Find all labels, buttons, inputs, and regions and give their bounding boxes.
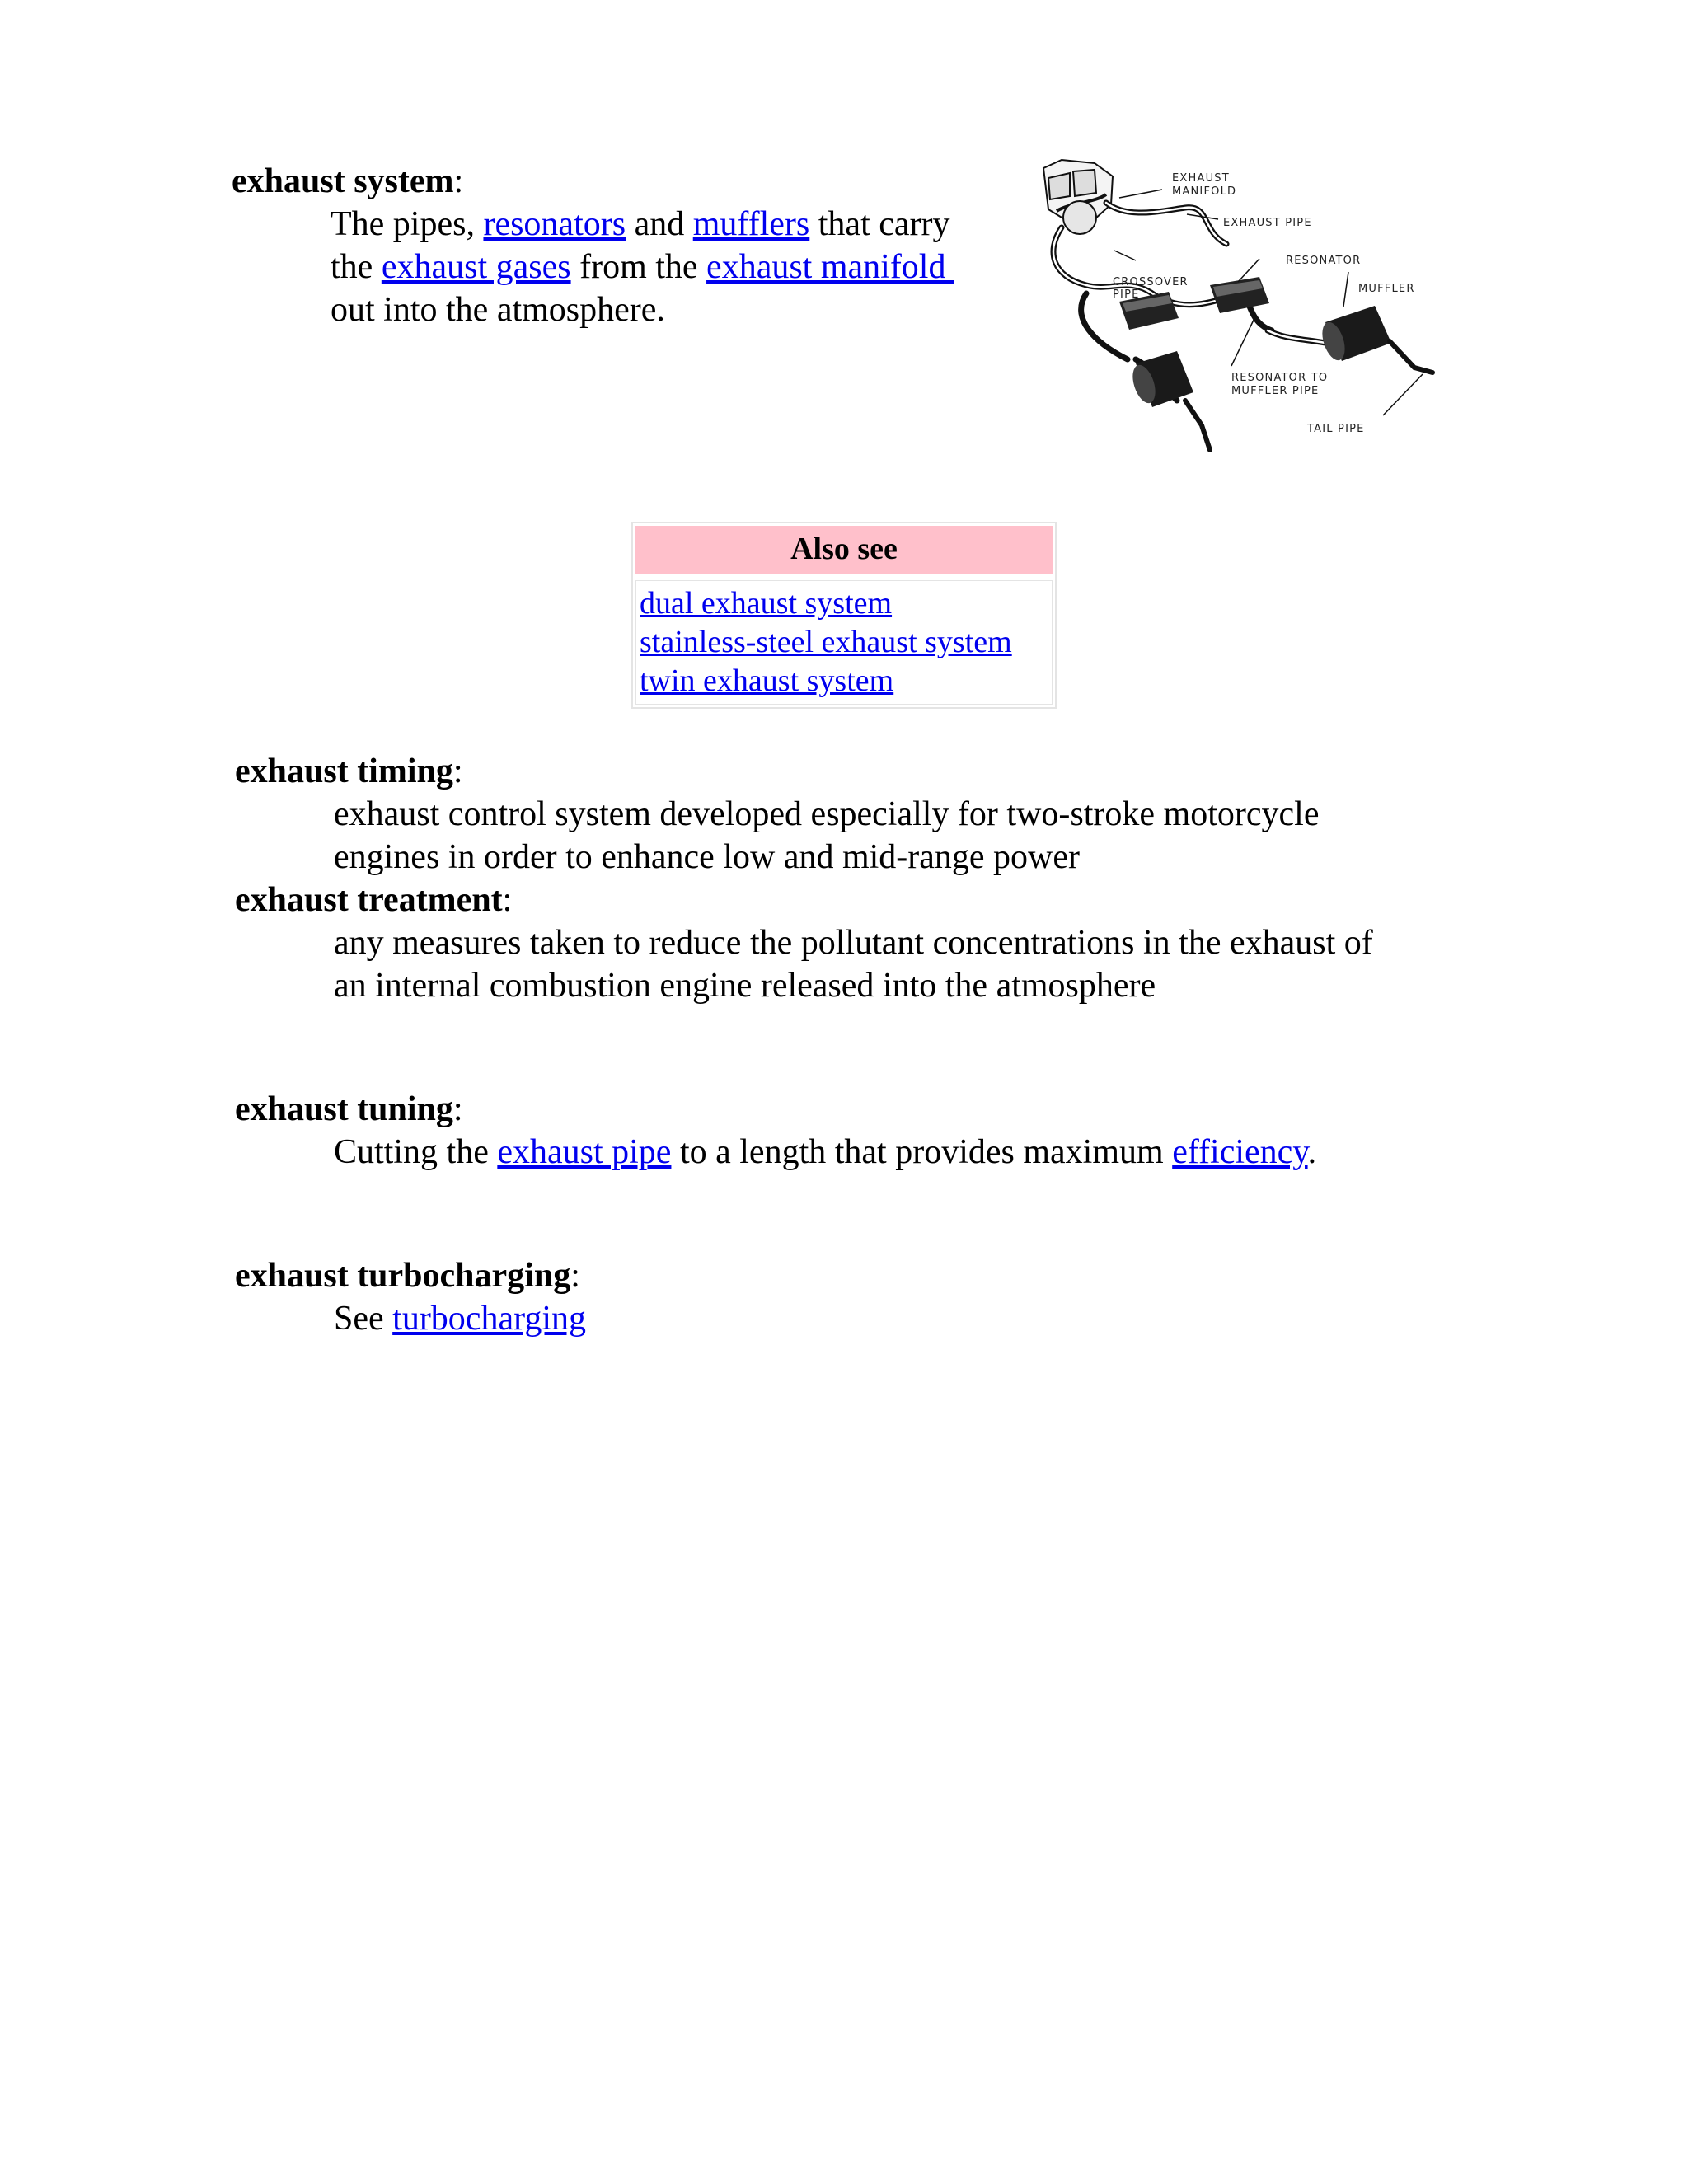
label-exhaust-manifold: MANIFOLD	[1172, 185, 1237, 198]
link-mufflers[interactable]: mufflers	[692, 205, 810, 243]
link-exhaust-pipe[interactable]: exhaust pipe	[497, 1133, 672, 1171]
resonator-right-illustration	[1210, 277, 1269, 313]
list-item	[640, 623, 1048, 662]
link-stainless-steel-exhaust-system[interactable]: stainless-steel exhaust system	[640, 625, 1012, 659]
definition-exhaust-treatment	[334, 921, 1373, 1007]
term-exhaust-timing	[235, 750, 463, 793]
term-exhaust-turbocharging	[235, 1254, 580, 1297]
definition-text: The pipes,	[331, 205, 484, 243]
definition-line	[334, 1297, 586, 1340]
link-twin-exhaust-system[interactable]: twin exhaust system	[640, 663, 894, 698]
label-resonator: RESONATOR	[1286, 255, 1362, 267]
label-resonator-to-muffler-pipe: MUFFLER PIPE	[1231, 385, 1320, 397]
link-turbocharging[interactable]: turbocharging	[392, 1300, 586, 1338]
list-item	[640, 584, 1048, 623]
label-exhaust-pipe: EXHAUST PIPE	[1223, 217, 1312, 229]
definition-line	[331, 203, 954, 246]
link-dual-exhaust-system[interactable]: dual exhaust system	[640, 586, 893, 621]
muffler-right-illustration	[1318, 306, 1391, 363]
definition-line	[334, 1131, 1316, 1174]
label-resonator-to-muffler-pipe: RESONATOR TO	[1231, 372, 1329, 384]
term-colon: :	[453, 162, 464, 200]
definition-text: from the	[570, 248, 707, 286]
also-see-list	[635, 580, 1053, 705]
list-item	[640, 662, 1048, 701]
label-tail-pipe: TAIL PIPE	[1307, 423, 1365, 435]
definition-text: that carry	[809, 205, 950, 243]
definition-text: See	[334, 1300, 393, 1338]
definition-text: .	[1307, 1133, 1317, 1171]
engine-block-illustration	[1043, 160, 1113, 234]
label-crossover-pipe: PIPE	[1113, 288, 1140, 301]
link-efficiency[interactable]: efficiency	[1172, 1133, 1308, 1171]
definition-line: out into the atmosphere.	[331, 291, 665, 329]
term-label: exhaust turbocharging	[235, 1257, 571, 1295]
definition-exhaust-turbocharging	[334, 1297, 586, 1340]
exhaust-system-diagram	[1037, 153, 1457, 483]
term-label: exhaust system	[232, 162, 454, 200]
definition-exhaust-system	[331, 203, 954, 331]
also-see-box	[631, 522, 1057, 709]
link-resonators[interactable]: resonators	[483, 205, 626, 243]
term-colon: :	[502, 881, 513, 919]
definition-text: and	[626, 205, 693, 243]
term-label: exhaust tuning	[235, 1090, 453, 1128]
also-see-header: Also see	[635, 526, 1053, 574]
link-exhaust-gases[interactable]: exhaust gases	[381, 248, 571, 286]
term-colon: :	[570, 1257, 580, 1295]
link-exhaust-manifold[interactable]: exhaust manifold	[706, 248, 954, 286]
label-muffler: MUFFLER	[1358, 283, 1415, 295]
term-exhaust-tuning	[235, 1088, 463, 1131]
term-colon: :	[452, 752, 463, 790]
definition-line: an internal combustion engine released into the atmosphere	[334, 967, 1156, 1005]
definition-text: Cutting the	[334, 1133, 498, 1171]
definition-line: engines in order to enhance low and mid-range power	[334, 838, 1081, 876]
term-label: exhaust treatment	[235, 881, 503, 919]
term-colon: :	[452, 1090, 463, 1128]
definition-text: to a length that provides maximum	[671, 1133, 1173, 1171]
term-exhaust-treatment	[235, 879, 512, 921]
definition-line: exhaust control system developed especially for two-stroke motorcycle	[334, 795, 1320, 833]
label-exhaust-manifold: EXHAUST	[1172, 172, 1230, 185]
definition-exhaust-timing	[334, 793, 1319, 879]
term-label: exhaust timing	[235, 752, 453, 790]
definition-exhaust-tuning	[334, 1131, 1316, 1174]
definition-text: the	[331, 248, 382, 286]
definition-line: any measures taken to reduce the pollutant concentrations in the exhaust of	[334, 924, 1373, 962]
definition-line	[331, 246, 954, 288]
term-exhaust-system	[232, 160, 463, 203]
label-crossover-pipe: CROSSOVER	[1113, 276, 1189, 288]
